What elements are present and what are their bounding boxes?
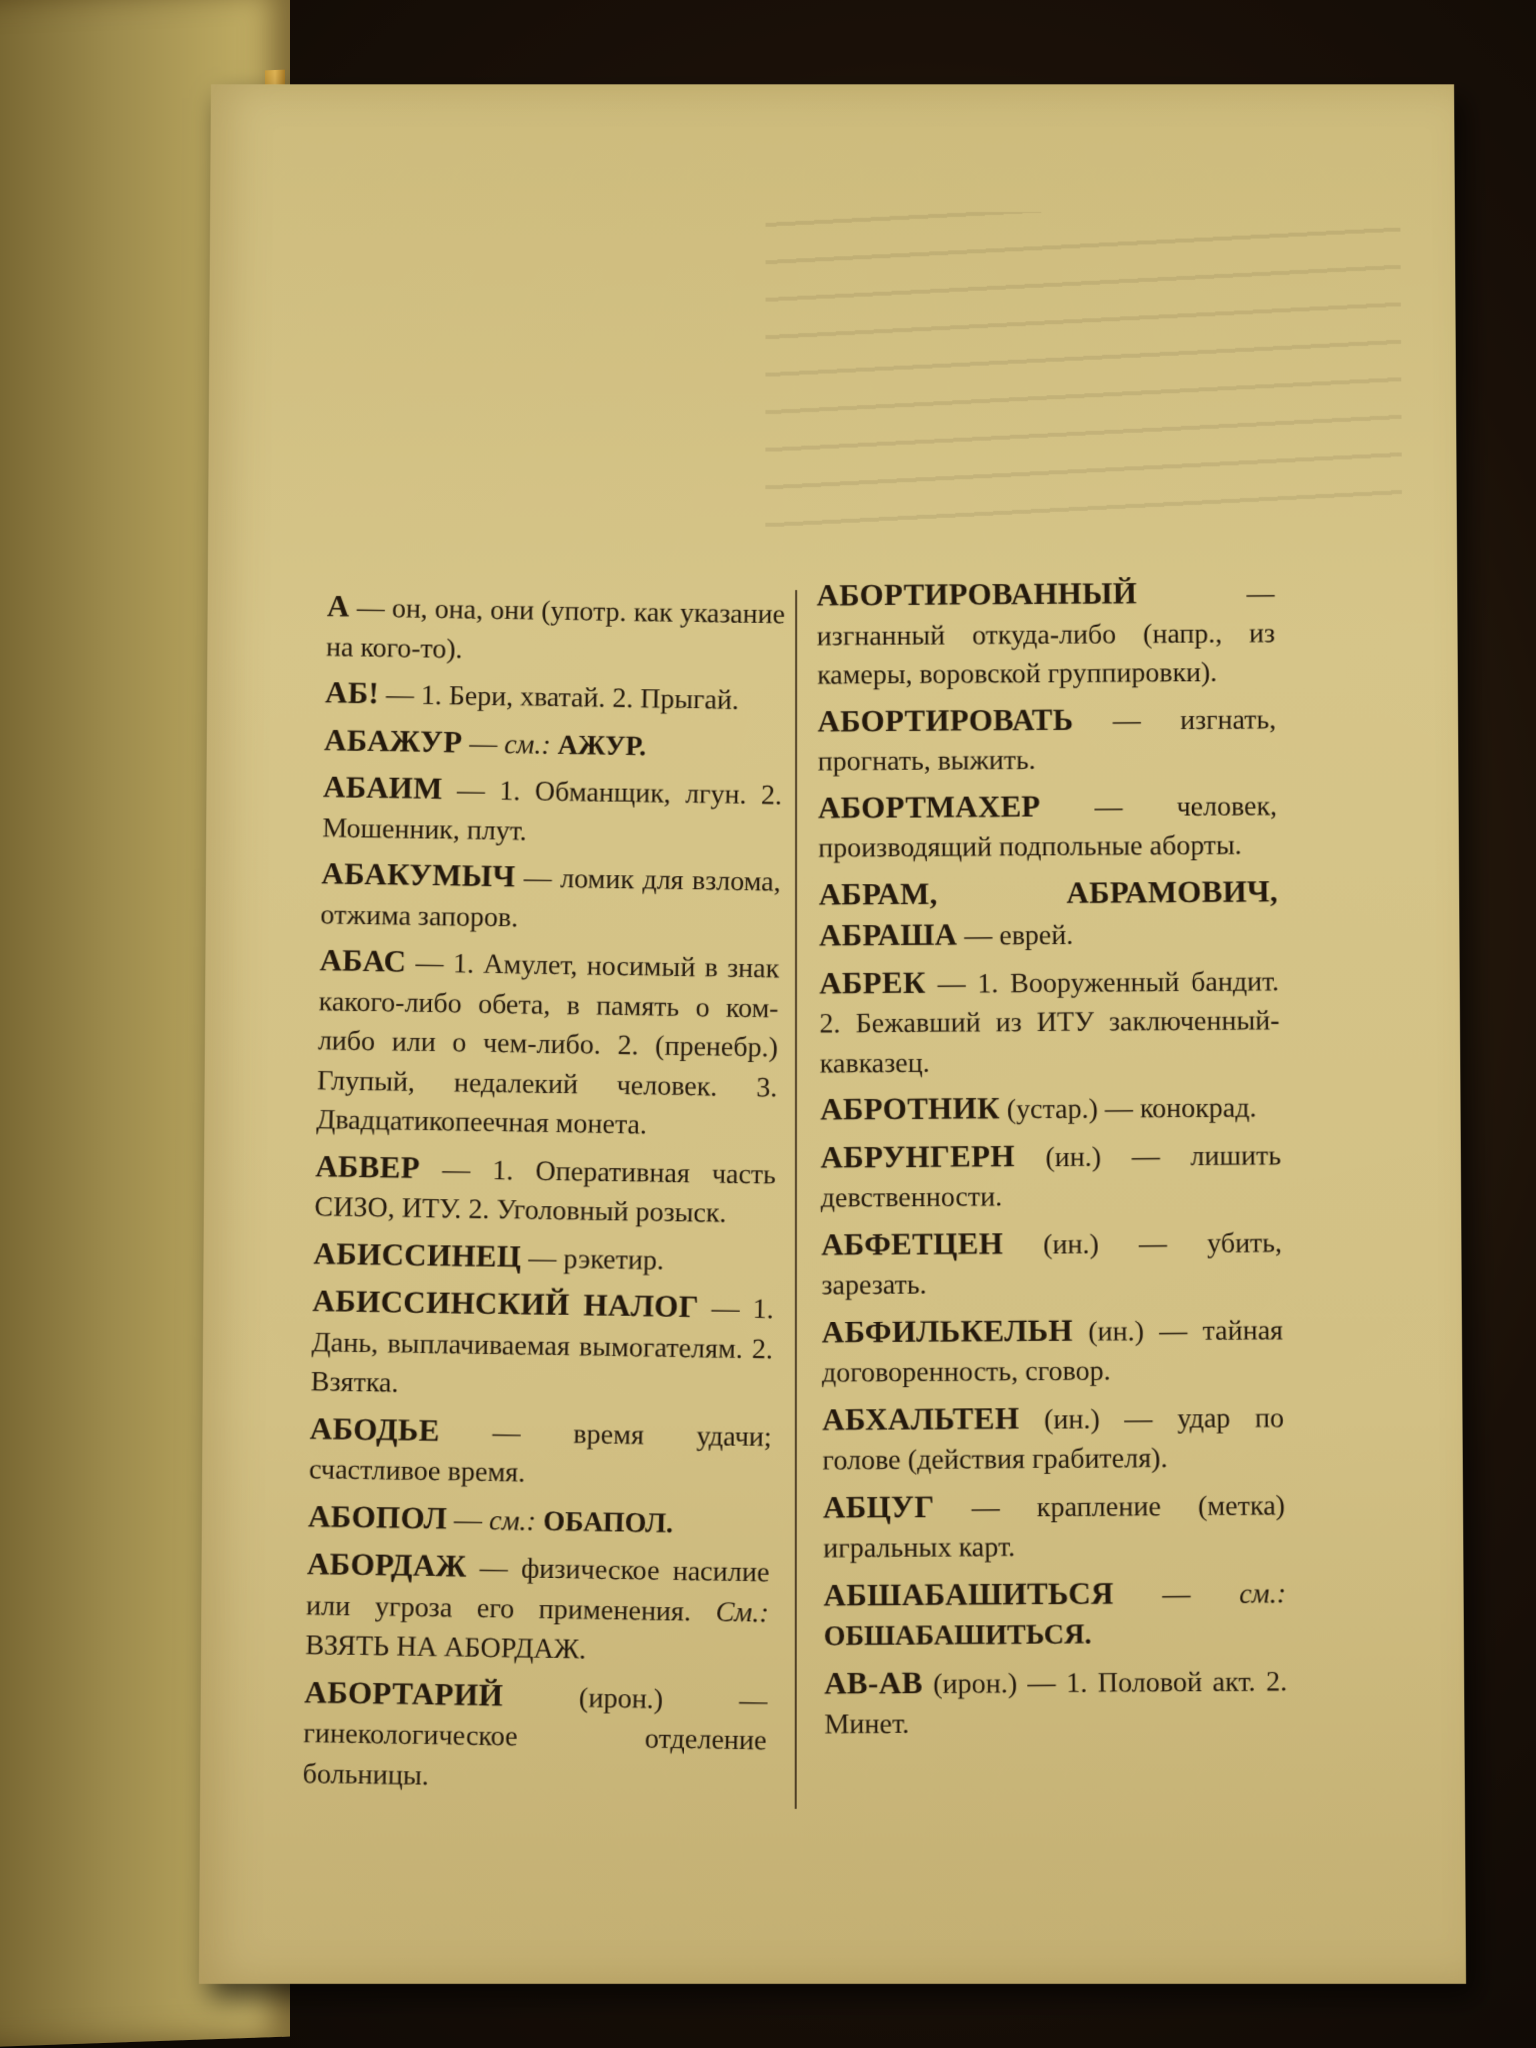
entry-definition: — он, она, они (употр. как указание на кого-то).	[325, 592, 786, 665]
dictionary-entry	[824, 1660, 1288, 1745]
entry-headword: А	[326, 588, 350, 624]
dictionary-entry	[820, 1134, 1281, 1218]
dictionary-entry	[308, 1496, 771, 1545]
entry-definition: — физическое насилие или угроза его применения.	[305, 1552, 770, 1628]
dictionary-entry	[818, 871, 1278, 957]
entry-see-also-target: АЖУР.	[550, 729, 647, 762]
entry-see-also-mark: см.:	[503, 728, 551, 761]
dictionary-entry	[819, 960, 1280, 1084]
dictionary-entry	[324, 720, 783, 768]
entry-definition: (ирон.) — гинекологическое отделение больницы.	[302, 1680, 768, 1792]
entry-definition: — 1. Обманщик, лгун. 2. Мошенник, плут.	[322, 774, 783, 847]
entry-see-also-mark: см.:	[1239, 1577, 1287, 1610]
entry-headword: АБАС	[319, 942, 407, 979]
entry-headword: АБШАБАШИТЬСЯ	[823, 1574, 1114, 1613]
entry-definition: — изгнанный откуда-либо (напр., из камеры, воровской группировки).	[816, 578, 1276, 691]
entry-definition: (ин.) — лишить девственности.	[820, 1139, 1282, 1214]
dictionary-entry	[818, 784, 1278, 868]
entry-definition: — ломик для взлома, отжима запоров.	[320, 862, 781, 933]
entry-see-also-mark: См.:	[715, 1596, 770, 1629]
entry-headword: АБАИМ	[322, 769, 444, 806]
entry-headword: АБОРДАЖ	[306, 1545, 468, 1584]
entry-headword: АБРУНГЕРН	[820, 1137, 1015, 1175]
entry-definition: — рэкетир.	[521, 1242, 665, 1276]
entry-headword: АБОДЬЕ	[309, 1410, 441, 1448]
left-column	[300, 586, 805, 1909]
entry-headword: АБОРТАРИЙ	[303, 1673, 504, 1713]
dictionary-entry	[821, 1221, 1283, 1306]
dictionary-page	[199, 84, 1466, 1984]
entry-headword: АБРОТНИК	[819, 1090, 1000, 1127]
entry-headword: АБВЕР	[314, 1147, 421, 1185]
dictionary-entry	[822, 1396, 1285, 1481]
dictionary-entry	[302, 1672, 767, 1802]
dictionary-entry	[325, 673, 784, 721]
entry-see-also-target: ОБАПОЛ.	[535, 1505, 674, 1539]
entry-headword: АБАКУМЫЧ	[321, 855, 516, 894]
dictionary-entry	[823, 1484, 1286, 1569]
entry-headword: АБРАМ, АБРАМОВИЧ, АБРАША	[818, 873, 1279, 953]
dictionary-entry	[310, 1281, 774, 1409]
entry-headword: АВ-АВ	[823, 1664, 923, 1701]
dictionary-entry	[322, 767, 782, 855]
entry-definition: —	[446, 1504, 490, 1536]
entry-see-also-target: ОБШАБАШИТЬСЯ.	[823, 1618, 1092, 1653]
entry-headword: АБФИЛЬКЕЛЬН	[821, 1312, 1074, 1349]
entry-definition: — 1. Вооруженный бандит. 2. Бежавший из ИТУ заключенный-кавказец.	[819, 965, 1280, 1080]
entry-definition: — 1. Амулет, носимый в знак какого-либо обета, в память о ком-либо или о чем-либо. 2. (пренебр.) Глупый, недалекий человек. 3. Двадцатикопеечная монета.	[315, 947, 780, 1141]
entry-definition: — 1. Оперативная часть СИЗО, ИТУ. 2. Уголовный розыск.	[314, 1153, 777, 1230]
entry-headword: АБИССИНЕЦ	[313, 1235, 522, 1274]
entry-headword: АБ!	[324, 674, 380, 711]
entry-definition: — 1. Бери, хватай. 2. Прыгай.	[378, 679, 740, 716]
entry-definition: —	[1113, 1578, 1240, 1611]
entry-definition: — еврей.	[957, 919, 1074, 952]
entry-definition: — изгнать, прогнать, выжить.	[817, 703, 1277, 778]
dictionary-entry	[820, 1086, 1281, 1131]
entry-headword: АБХАЛЬТЕН	[822, 1399, 1020, 1437]
show-through-text	[765, 212, 1402, 528]
entry-definition: (ирон.) — 1. Половой акт. 2. Минет.	[824, 1665, 1288, 1741]
right-column	[793, 573, 1290, 1891]
entry-definition: — 1. Дань, выплачиваемая вымогателям. 2. Взятка.	[310, 1292, 774, 1399]
dictionary-entry	[326, 586, 786, 673]
entry-see-also-mark: см.:	[488, 1504, 537, 1537]
entry-definition: — крапление (метка) игральных карт.	[823, 1489, 1286, 1565]
entry-headword: АБИССИНСКИЙ НАЛОГ	[312, 1282, 700, 1325]
entry-see-also-target: ВЗЯТЬ НА АБОРДАЖ.	[304, 1629, 587, 1666]
entry-headword: АБФЕТЦЕН	[820, 1225, 1004, 1262]
text-columns	[302, 575, 1324, 1897]
dictionary-entry	[309, 1408, 772, 1497]
dictionary-entry	[305, 1544, 770, 1673]
entry-definition: (ин.) — убить, зарезать.	[821, 1227, 1283, 1302]
entry-headword: АБАЖУР	[323, 721, 463, 759]
entry-headword: АБОРТМАХЕР	[817, 788, 1041, 825]
dictionary-entry	[817, 698, 1276, 782]
entry-headword: АБОПОЛ	[307, 1497, 448, 1536]
dictionary-entry	[313, 1233, 775, 1282]
dictionary-entry	[816, 573, 1275, 696]
entry-headword: АБОРТИРОВАТЬ	[817, 701, 1074, 738]
dictionary-entry	[314, 1146, 776, 1234]
entry-definition: (устар.) — конокрад.	[999, 1092, 1257, 1126]
entry-headword: АБРЕК	[819, 964, 926, 1001]
dictionary-entry	[821, 1309, 1283, 1394]
entry-definition: — время удачи; счастливое время.	[308, 1416, 772, 1489]
dictionary-entry	[316, 940, 780, 1147]
entry-headword: АБОРТИРОВАННЫЙ	[816, 575, 1138, 613]
entry-definition: (ин.) — удар по голове (действия грабителя).	[822, 1402, 1285, 1477]
dictionary-entry	[320, 854, 781, 942]
entry-definition: — человек, производящий подпольные аборты.	[818, 790, 1278, 864]
entry-definition: —	[462, 727, 505, 760]
entry-definition: (ин.) — тайная договоренность, сговор.	[821, 1314, 1284, 1389]
entry-headword: АБЦУГ	[822, 1488, 935, 1525]
dictionary-entry	[823, 1572, 1286, 1657]
